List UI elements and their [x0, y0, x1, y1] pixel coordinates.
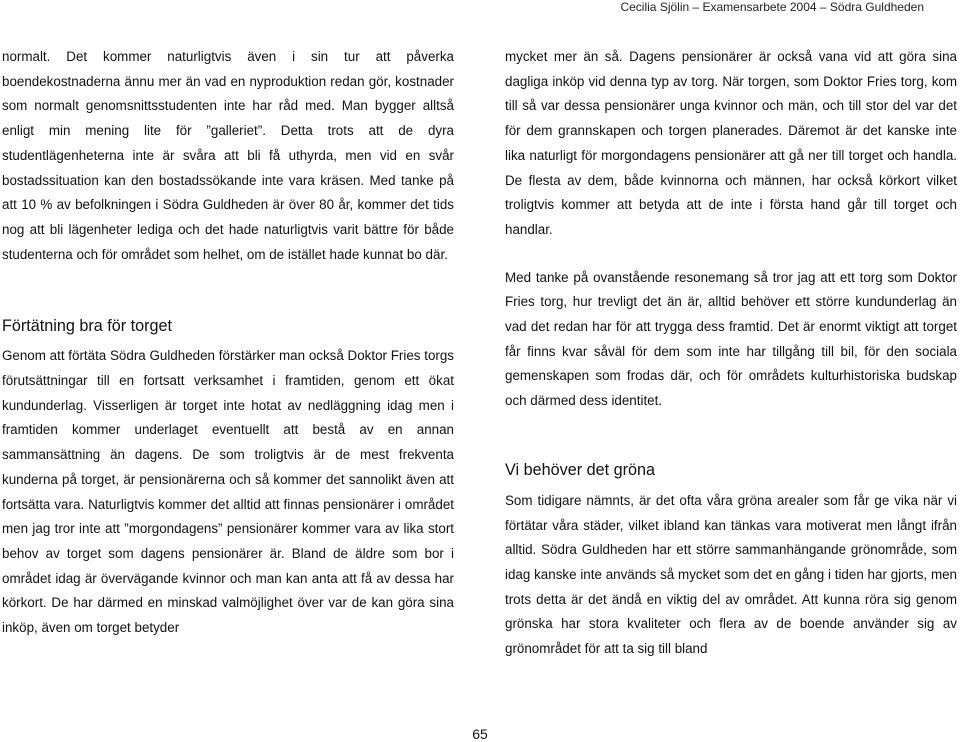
section-heading-green: Vi behöver det gröna [505, 460, 655, 479]
section-heading-densification: Förtätning bra för torget [2, 317, 173, 336]
left-column [2, 45, 454, 641]
right-paragraph-3: Som tidigare nämnts, är det ofta våra gröna arealer som får ge vika när vi förtätar våra städer, vilket ibland kan tänkas vara motiverat men långt ifrån alltid. Södra Guldheden har ett större sammanhängande grönområde, som idag kanske inte används så mycket som det en gång i tiden har gjorts, men trots detta är det ändå en viktig del av området. Att kunna röra sig genom grönska har stora kvaliteter och flera av de boende använder sig av grönområdet för att ta sig till bland [505, 492, 957, 657]
right-column [505, 45, 957, 662]
right-paragraph-1: mycket mer än så. Dagens pensionärer är också vana vid att göra sina dagliga inköp vid denna typ av torg. När torgen, som Doktor Fries torg, kom till så var dessa pensionärer unga kvinnor och män, och till stor del var det för dem grannskapen och torgen planerades. Däremot är det kanske inte lika naturligt för morgondagens pensionärer att gå ner till torget och handla. De flesta av dem, både kvinnorna och männen, har också körkort vilket troligtvis kommer att betyda att de inte i första hand går till torget och handlar. [505, 49, 957, 237]
running-header: Cecilia Sjölin – Examensarbete 2004 – Södra Guldheden [620, 0, 924, 14]
left-paragraph-1: normalt. Det kommer naturligtvis även i sin tur att påverka boendekostnaderna ännu mer än vad en nyproduktion redan gör, kostnader som normalt genomsnittsstudenten inte har råd med. Man bygger alltså enligt min mening lite för ”galleriet”. Detta trots att de dyra studentlägenheterna inte är svåra att bli få uthyrda, men vid en svår bostadssituation kan den bostadssökande inte vara kräsen. Med tanke på att 10 % av befolkningen i Södra Guldheden är över 80 år, kommer det tids nog att bli lägenheter lediga och det hade naturligtvis varit bättre för både studenterna och för området som helhet, om de istället hade kunnat bo där. [2, 49, 454, 262]
page-number: 65 [472, 726, 488, 742]
left-paragraph-2: Genom att förtäta Södra Guldheden förstärker man också Doktor Fries torgs förutsättningar till en fortsatt verksamhet i framtiden, genom ett ökat kundunderlag. Visserligen är torget inte hotat av nedläggning idag men i framtiden kommer underlaget eventuellt att bestå av en annan sammansättning än dagens. De som troligtvis är de mest frekventa kunderna på torget, är pensionärerna och så kommer det sannolikt även att fortsätta vara. Naturligtvis kommer det alltid att finnas pensionärer i området men jag tror inte att ”morgondagens” pensionärer kommer vara av lika stort behov av torget som dagens pensionärer är. Bland de äldre som bor i området idag är övervägande kvinnor och man kan anta att få av dessa har körkort. De har därmed en minskad valmöjlighet över var de kan göra sina inköp, även om torget betyder [2, 348, 454, 636]
right-paragraph-2: Med tanke på ovanstående resonemang så tror jag att ett torg som Doktor Fries torg, hur trevligt det än är, alltid behöver ett större kundunderlag än vad det redan har för att trygga dess framtid. Det är enormt viktigt att torget får finns kvar såväl för dem som inte har tillgång till bil, för den sociala gemenskapen som frodas där, och för områdets kulturhistoriska budskap och därmed dess identitet. [505, 269, 957, 409]
